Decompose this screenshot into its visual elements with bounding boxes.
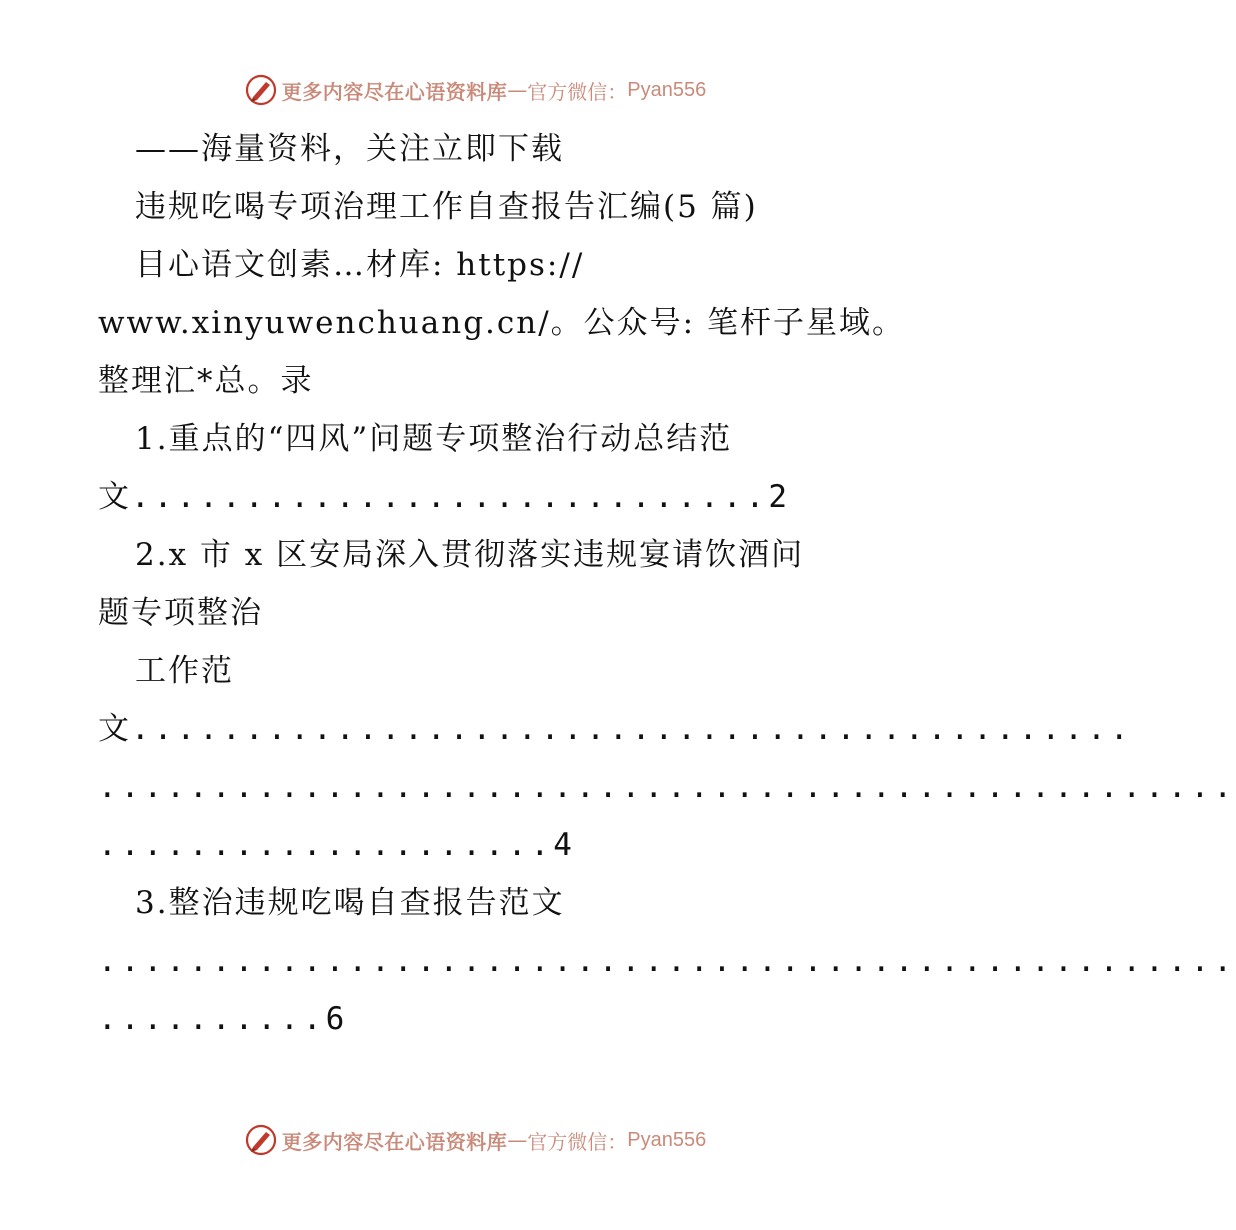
toc-entry-2-prefix: 文 — [98, 711, 131, 747]
source-line-2: www.xinyuwenchuang.cn/。公众号: 笔杆子星域。 — [98, 305, 905, 341]
toc-entry-2-title: 2.x 市 x 区安局深入贯彻落实违规宴请饮酒问 — [135, 537, 805, 573]
pen-logo-icon — [244, 73, 278, 107]
source-line-1: 目心语文创素…材库: https:// — [135, 247, 585, 283]
toc-entry-3-dots-2: .......... — [98, 1001, 326, 1037]
pen-logo-icon — [244, 1123, 278, 1157]
document-body — [98, 120, 1236, 1048]
source-line-3: 整理汇*总。录 — [98, 363, 314, 399]
banner-separator: — — [507, 1128, 528, 1152]
toc-entry-1-prefix: 文 — [98, 479, 131, 515]
banner-wechat-id: Pyan556 — [627, 78, 707, 101]
toc-entry-2-title-cont: 题专项整治 — [98, 595, 263, 631]
banner-wechat-id: Pyan556 — [627, 1128, 707, 1151]
toc-entry-3-dots-1: .................................................. — [98, 943, 1236, 979]
toc-entry-2-leader-3 — [98, 816, 858, 874]
footer-banner — [0, 1118, 950, 1162]
toc-entry-1-page: 2 — [768, 479, 788, 515]
banner-text: 更多内容尽在心语资料库 — [281, 79, 508, 104]
toc-entry-1-title: 1.重点的“四风”问题专项整治行动总结范 — [135, 421, 733, 457]
header-banner — [0, 68, 950, 112]
toc-entry-3-leader-2 — [98, 990, 858, 1048]
banner-separator: — — [507, 78, 528, 102]
toc-entry-3-title: 3.整治违规吃喝自查报告范文 — [135, 885, 565, 921]
banner-wechat-label: 官方微信： — [527, 79, 628, 104]
tagline: ——海量资料，关注立即下载 — [135, 131, 564, 167]
toc-entry-1-leader — [98, 468, 858, 526]
banner-wechat-label: 官方微信： — [527, 1129, 628, 1154]
toc-entry-2-page: 4 — [553, 827, 572, 863]
toc-entry-2-dots-1: ............................................ — [131, 711, 1133, 747]
toc-entry-2-leader-1 — [98, 700, 1133, 758]
toc-entry-1-dots: ............................ — [131, 479, 769, 515]
toc-entry-2-leader-2 — [98, 758, 1236, 816]
toc-entry-3-page: 6 — [325, 1001, 345, 1037]
toc-entry-2-title-cont2: 工作范 — [135, 653, 234, 689]
banner-text: 更多内容尽在心语资料库 — [281, 1129, 508, 1154]
toc-entry-2-dots-2: .................................................. — [98, 769, 1236, 805]
document-title: 违规吃喝专项治理工作自查报告汇编(5 篇) — [135, 189, 758, 225]
toc-entry-2-dots-3: .................... — [98, 827, 554, 863]
toc-entry-3-leader-1 — [98, 932, 1236, 990]
